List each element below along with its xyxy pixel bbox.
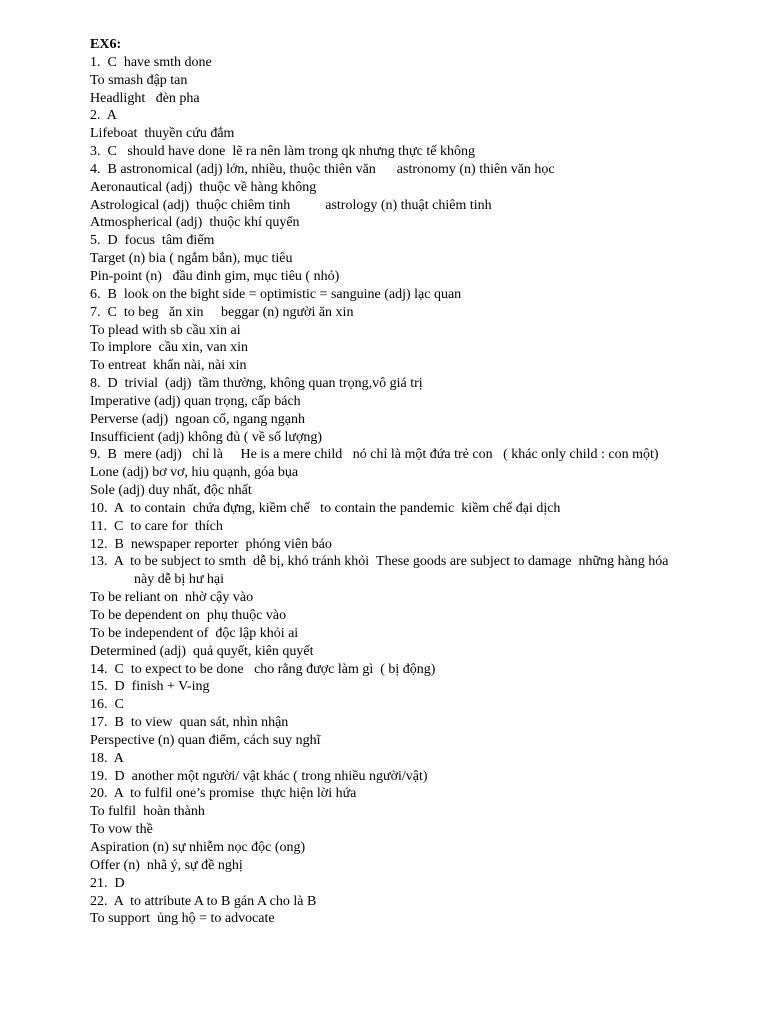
text-line-continuation: này dễ bị hư hại <box>134 572 225 588</box>
text-line: Perverse (adj) ngoan cố, ngang ngạnh <box>90 411 305 427</box>
text-line: 17. B to view quan sát, nhìn nhận <box>90 715 289 731</box>
text-line: To entreat khẩn nài, nài xin <box>90 358 247 374</box>
text-line: 12. B newspaper reporter phóng viên báo <box>90 536 332 552</box>
text-line: To be dependent on phụ thuộc vào <box>90 608 287 623</box>
text-line: 9. B mere (adj) chỉ là He is a mere child nó chỉ là một đứa trẻ con ( khác only child : con một) <box>90 447 659 463</box>
text-line: Sole (adj) duy nhất, độc nhất <box>90 483 252 499</box>
text-line: To smash đập tan <box>90 72 188 88</box>
text-line: To be reliant on nhờ cậy vào <box>90 590 254 606</box>
text-line: Offer (n) nhã ý, sự đề nghị <box>90 857 243 873</box>
text-line: 8. D trivial (adj) tầm thường, không quan trọng,vô giá trị <box>90 376 423 392</box>
text-line: 4. B astronomical (adj) lớn, nhiều, thuộc thiên văn astronomy (n) thiên văn học <box>90 161 555 177</box>
text-line: 3. C should have done lẽ ra nên làm trong qk nhưng thực tế không <box>90 144 475 160</box>
text-line: 7. C to beg ăn xin beggar (n) người ăn xin <box>90 304 354 320</box>
text-line: Astrological (adj) thuộc chiêm tinh astrology (n) thuật chiêm tinh <box>90 197 492 213</box>
text-line: 21. D <box>90 875 125 891</box>
text-line: Perspective (n) quan điểm, cách suy nghĩ <box>90 732 321 748</box>
text-line: To implore cầu xin, van xin <box>90 340 249 356</box>
text-line: Lone (adj) bơ vơ, hiu quạnh, góa bụa <box>90 465 299 481</box>
text-line: To vow thề <box>90 822 153 838</box>
text-line: Aeronautical (adj) thuộc về hàng không <box>90 179 317 195</box>
text-line: 22. A to attribute A to B gán A cho là B <box>90 893 317 909</box>
text-line: 13. A to be subject to smth dễ bị, khó tránh khỏi These goods are subject to damage những hàng hóa <box>90 554 669 570</box>
text-line: Atmospherical (adj) thuộc khí quyển <box>90 215 300 231</box>
exercise-title: EX6: <box>90 37 122 52</box>
text-line: To be independent of độc lập khỏi ai <box>90 625 299 641</box>
text-line: 10. A to contain chứa đựng, kiềm chế to contain the pandemic kiềm chế đại dịch <box>90 500 561 516</box>
document-page <box>90 36 730 928</box>
text-line: 18. A <box>90 750 124 766</box>
text-line: 5. D focus tâm điểm <box>90 233 215 249</box>
text-line: 14. C to expect to be done cho rằng được làm gì ( bị động) <box>90 661 436 677</box>
text-line: Target (n) bia ( ngắm bắn), mục tiêu <box>90 251 293 267</box>
text-line: 6. B look on the bight side = optimistic = sanguine (adj) lạc quan <box>90 286 462 302</box>
text-line: Aspiration (n) sự nhiễm nọc độc (ong) <box>90 839 306 855</box>
text-line: 2. A <box>90 108 117 124</box>
text-line: 15. D finish + V-ing <box>90 679 210 695</box>
text-line: Lifeboat thuyền cứu đắm <box>90 126 235 142</box>
text-line: Pin-point (n) đầu đinh gim, mục tiêu ( nhỏ) <box>90 268 340 284</box>
text-line: 11. C to care for thích <box>90 518 223 534</box>
text-line: 19. D another một người/ vật khác ( trong nhiều người/vật) <box>90 768 428 784</box>
text-line: To plead with sb cầu xin ai <box>90 322 241 338</box>
text-line: 1. C have smth done <box>90 54 212 70</box>
text-line: Headlight đèn pha <box>90 90 200 106</box>
text-line: To support ủng hộ = to advocate <box>90 911 275 927</box>
text-line: 20. A to fulfil one’s promise thực hiện lời hứa <box>90 786 357 802</box>
text-line: Determined (adj) quả quyết, kiên quyết <box>90 643 314 659</box>
text-line: 16. C <box>90 697 124 713</box>
text-line: To fulfil hoàn thành <box>90 804 205 820</box>
text-line: Imperative (adj) quan trọng, cấp bách <box>90 393 301 409</box>
text-line: Insufficient (adj) không đủ ( về số lượng) <box>90 429 323 445</box>
